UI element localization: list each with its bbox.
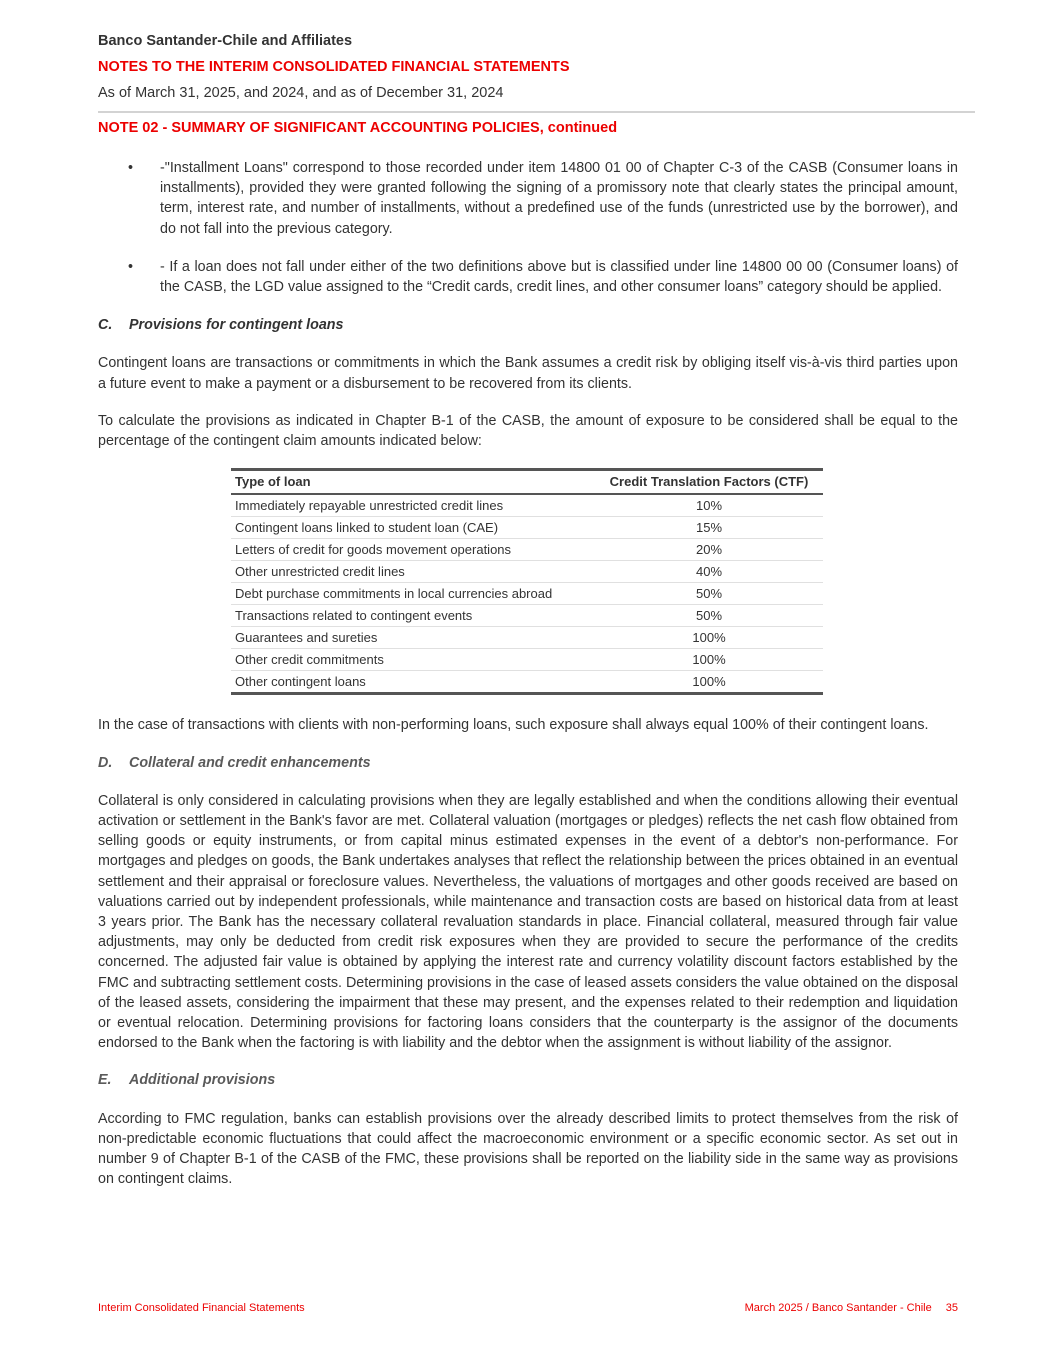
paragraph: Contingent loans are transactions or commitments in which the Bank assumes a credit risk by obliging itself vis-à-vis third parties upon a future event to make a payment or a disbursement to be recovered from its clients.: [98, 355, 958, 392]
table-row: [231, 605, 823, 627]
notes-title: NOTES TO THE INTERIM CONSOLIDATED FINANCIAL STATEMENTS: [98, 59, 570, 75]
table-row: [231, 517, 823, 539]
column-header-ctf: Credit Translation Factors (CTF): [595, 470, 823, 495]
cell-type: Transactions related to contingent events: [231, 605, 595, 627]
footer-right-text: March 2025 / Banco Santander - Chile: [744, 1302, 932, 1314]
cell-ctf: 50%: [595, 583, 823, 605]
bullet-item: [98, 158, 958, 239]
cell-type: Letters of credit for goods movement operations: [231, 539, 595, 561]
section-c-heading: [98, 315, 958, 335]
ctf-table: [231, 468, 823, 695]
bullet-mark: •: [128, 160, 134, 176]
cell-ctf: 20%: [595, 539, 823, 561]
table-row: [231, 671, 823, 694]
section-letter: C.: [98, 317, 113, 334]
footer-right: [745, 1302, 958, 1314]
as-of-date: As of March 31, 2025, and 2024, and as of December 31, 2024: [98, 85, 504, 101]
section-e-heading: [98, 1070, 958, 1090]
bullet-text: - If a loan does not fall under either of the two definitions above but is classified under line 14800 00 00 (Consumer loans) of the CASB, the LGD value assigned to the “Credit cards, credit lines, and other consumer loans” category should be applied.: [160, 258, 958, 296]
table-row: [231, 561, 823, 583]
page-number: 35: [945, 1302, 958, 1314]
cell-ctf: 50%: [595, 605, 823, 627]
paragraph: According to FMC regulation, banks can establish provisions over the already described limits to protect themselves from the risk of non-predictable economic fluctuations that could affect the macroeconomic environment or a specific economic sector. As set out in number 9 of Chapter B-1 of the CASB of the FMC, these provisions shall be reported on the liability side in the same way as provisions on contingent claims.: [98, 1110, 958, 1188]
table-row: [231, 627, 823, 649]
table-row: [231, 649, 823, 671]
cell-type: Immediately repayable unrestricted credit lines: [231, 494, 595, 517]
cell-ctf: 10%: [595, 494, 823, 517]
section-letter: E.: [98, 1072, 112, 1089]
cell-type: Debt purchase commitments in local currencies abroad: [231, 583, 595, 605]
paragraph: In the case of transactions with clients with non-performing loans, such exposure shall always equal 100% of their contingent loans.: [98, 717, 929, 734]
section-d-heading: [98, 753, 958, 773]
section-title: Additional provisions: [129, 1072, 276, 1089]
footer-left-text: Interim Consolidated Financial Statements: [98, 1302, 305, 1314]
cell-type: Other credit commitments: [231, 649, 595, 671]
cell-type: Other contingent loans: [231, 671, 595, 694]
section-title: Provisions for contingent loans: [129, 317, 344, 334]
cell-ctf: 100%: [595, 627, 823, 649]
cell-type: Other unrestricted credit lines: [231, 561, 595, 583]
paragraph: To calculate the provisions as indicated in Chapter B-1 of the CASB, the amount of exposure to be considered shall be equal to the percentage of the contingent claim amounts indicated below:: [98, 412, 958, 450]
table-row: [231, 494, 823, 517]
section-title: Collateral and credit enhancements: [129, 754, 371, 771]
cell-ctf: 40%: [595, 561, 823, 583]
company-name: Banco Santander-Chile and Affiliates: [98, 33, 353, 49]
table-header-row: [231, 470, 823, 495]
table-row: [231, 583, 823, 605]
note-title: NOTE 02 - SUMMARY OF SIGNIFICANT ACCOUNTING POLICIES, continued: [98, 120, 618, 136]
cell-ctf: 15%: [595, 517, 823, 539]
table-row: [231, 539, 823, 561]
column-header-type: Type of loan: [231, 470, 595, 495]
cell-type: Contingent loans linked to student loan (CAE): [231, 517, 595, 539]
cell-type: Guarantees and sureties: [231, 627, 595, 649]
section-letter: D.: [98, 754, 113, 771]
header-divider: [98, 111, 975, 113]
bullet-item: [98, 257, 958, 297]
bullet-text: -"Installment Loans" correspond to those recorded under item 14800 01 00 of Chapter C-3 of the CASB (Consumer loans in installments), provided they were granted following the signing of a promissory note that clearly states the principal amount, term, interest rate, and number of installments, without a predefined use of the funds (unrestricted use by the borrower), and do not fall into the previous category.: [160, 160, 958, 237]
document-body: [98, 158, 958, 1207]
paragraph: Collateral is only considered in calculating provisions when they are legally established and when the conditions allowing their eventual activation or settlement in the Bank's favor are met. Collateral valuation (mortgages or pledges) reflects the net cash flow obtained from selling goods or equity instruments, or from capital minus estimated expenses in the event of a debtor's non-performance. For mortgages and pledges on goods, the Bank undertakes analyses that reflect the relationship between the prices obtained in an eventual settlement and their appraisal or foreclosure values. Nevertheless, the valuations of mortgages and other goods received are based on valuations carried out by independent professionals, while maintenance and transaction costs are based on historical data from at least 3 years prior. The Bank has the necessary collateral revaluation standards in place. Financial collateral, measured through fair value adjustments, may only be deducted from credit risk exposures when they are provided to secure the performance of the credits concerned. The adjusted fair value is obtained by applying the interest rate and currency volatility discount factors established by the FMC and subtracting settlement costs. Determining provisions in the case of leased assets considers the value obtained on the disposal of the leased assets, considering the impairment that these may present, and the expenses related to their redemption and liquidation or eventual relocation. Determining provisions for factoring loans considers that the counterparty is the assignor of the documents endorsed to the Bank when the factoring is with liability and the debtor when the assignment is without liability of the assignor.: [98, 792, 958, 1052]
page-header: [98, 30, 958, 104]
cell-ctf: 100%: [595, 649, 823, 671]
cell-ctf: 100%: [595, 671, 823, 694]
bullet-mark: •: [128, 258, 134, 275]
